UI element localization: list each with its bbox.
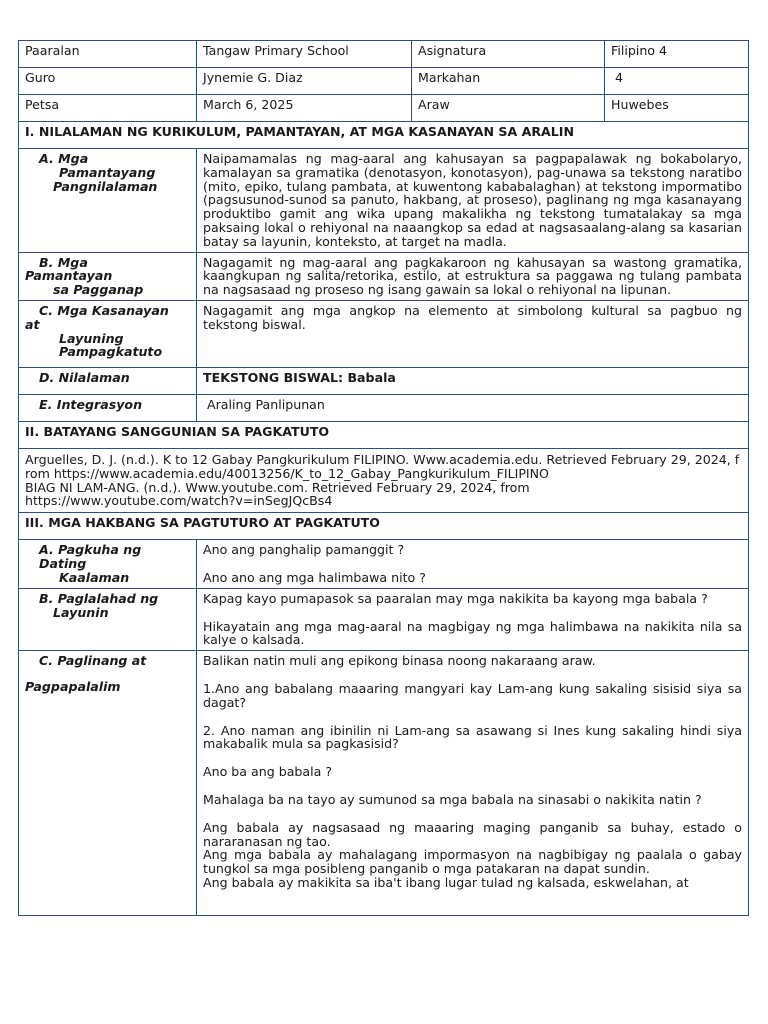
label-line: A. Mga	[39, 151, 89, 166]
label-line: Layuning	[59, 330, 124, 346]
label-line: B. Mga	[39, 254, 88, 270]
pamantayang-pangnilalaman-row	[19, 149, 749, 253]
paragraph: Ang babala ay makikita sa iba't ibang lugar tulad ng kalsada, eskwelahan, at	[203, 874, 689, 890]
label-line: Pamantayan	[25, 268, 113, 284]
pamantayan-pagganap-row	[19, 252, 749, 300]
row-content: Nagagamit ang mga angkop na elemento at simbolong kultural sa pagbuo ng tekstong biswal.	[197, 300, 749, 367]
lesson-plan-table	[18, 40, 749, 916]
paragraph: Ano ba ang babala ?	[203, 764, 333, 780]
references-cell	[19, 448, 749, 512]
info-label: Guro	[19, 68, 197, 95]
row-label	[19, 588, 197, 650]
info-label: Petsa	[19, 95, 197, 122]
section-2-title: II. BATAYANG SANGGUNIAN SA PAGKATUTO	[19, 421, 749, 448]
paragraph: 1.Ano ang babalang maaaring mangyari kay Lam-ang kung sakaling sisisid siya sa dagat?	[203, 680, 742, 710]
info-label: Asignatura	[412, 41, 605, 68]
integrasyon-row	[19, 394, 749, 421]
paragraph: Mahalaga ba na tayo ay sumunod sa mga babala na sinasabi o nakikita natin ?	[203, 791, 702, 807]
paragraph: Balikan natin muli ang epikong binasa noong nakaraang araw.	[203, 653, 596, 669]
paglinang-pagpapalalim-row	[19, 651, 749, 916]
section-heading	[19, 421, 749, 448]
info-value: Huwebes	[605, 95, 749, 122]
row-content: Araling Panlipunan	[197, 394, 749, 421]
kasanayan-row	[19, 300, 749, 367]
info-value: Jynemie G. Diaz	[197, 68, 412, 95]
label-line: Pagpapalalim	[25, 678, 121, 694]
nilalaman-row	[19, 367, 749, 394]
info-row-petsa	[19, 95, 749, 122]
label-line: at	[25, 316, 40, 332]
label-line: C. Paglinang at	[39, 653, 147, 669]
label-line: Pangnilalaman	[53, 178, 158, 194]
pagkuha-dating-kaalaman-row	[19, 540, 749, 589]
row-label	[19, 367, 197, 394]
label-line: A. Pagkuha ng	[39, 542, 142, 558]
info-label: Markahan	[412, 68, 605, 95]
info-value: Filipino 4	[605, 41, 749, 68]
label-line: E. Integrasyon	[39, 396, 143, 412]
label-line: Dating	[39, 555, 87, 571]
row-content: Nagagamit ng mag-aaral ang pagkakaroon ng kahusayan sa wastong gramatika, kaangkupan ng salita/retorika, estilo, at estruktura sa paggawa ng tulang pambata na nagsasaad ng proseso ng isang gawain sa lokal o rehiyonal na lipunan.	[197, 252, 749, 300]
row-label	[19, 300, 197, 367]
row-label	[19, 252, 197, 300]
label-line: C. Mga Kasanayan	[39, 302, 169, 318]
info-row-paaralan	[19, 41, 749, 68]
row-label	[19, 540, 197, 589]
info-label: Paaralan	[19, 41, 197, 68]
info-row-guro	[19, 68, 749, 95]
reference-1: Arguelles, D. J. (n.d.). K to 12 Gabay Pangkurikulum FILIPINO. Www.academia.edu. Retrieved February 29, 2024, from https://www.academia.edu/40013256/K_to_12_Gabay_Pangkurikulum_FILIPINO	[25, 451, 740, 481]
info-value: 4	[605, 68, 749, 95]
section-3-title: III. MGA HAKBANG SA PAGTUTURO AT PAGKATUTO	[19, 513, 749, 540]
info-value: Tangaw Primary School	[197, 41, 412, 68]
paglalahad-layunin-row	[19, 588, 749, 650]
row-content	[197, 588, 749, 650]
label-line: D. Nilalaman	[39, 369, 130, 385]
row-label	[19, 394, 197, 421]
label-line: sa Pagganap	[53, 282, 144, 298]
section-1-title: I. NILALAMAN NG KURIKULUM, PAMANTAYAN, AT MGA KASANAYAN SA ARALIN	[19, 122, 749, 149]
row-label	[19, 149, 197, 253]
label-line: Pamantayang	[59, 164, 156, 180]
references-row	[19, 448, 749, 512]
paragraph: Ano ano ang mga halimbawa nito ?	[203, 569, 426, 585]
row-content	[197, 651, 749, 916]
section-heading	[19, 513, 749, 540]
info-value: March 6, 2025	[197, 95, 412, 122]
section-heading	[19, 122, 749, 149]
row-label	[19, 651, 197, 916]
row-content: Naipamamalas ng mag-aaral ang kahusayan sa pagpapalawak ng bokabolaryo, kamalayan sa gramatika (denotasyon, konotasyon), pag-unawa sa tekstong naratibo (mito, epiko, tulang pambata, at kuwentong kababalaghan) at tekstong impormatibo (pagsusunod-sunod sa panuto, hakbang, at proseso), paglinang ng mga kasanayang produktibo gamit ang wika upang makalikha ng tekstong tumatalakay sa mga paksaing lokal o rehiyonal na naaangkop sa edad at nagsasaalang-alang sa kasarian batay sa layunin, konteksto, at target na madla.	[197, 149, 749, 253]
paragraph: Ang mga babala ay mahalagang impormasyon na nagbibigay ng paalala o gabay tungkol sa mga posibleng panganib o mga patakaran na dapat sundin.	[203, 847, 742, 877]
label-line: Pampagkatuto	[59, 344, 163, 360]
paragraph: Kapag kayo pumapasok sa paaralan may mga nakikita ba kayong mga babala ?	[203, 590, 708, 606]
paragraph: 2. Ano naman ang ibinilin ni Lam-ang sa asawang si Ines kung sakaling hindi siya makabalik mula sa pagkasisid?	[203, 722, 742, 752]
row-content: TEKSTONG BISWAL: Babala	[197, 367, 749, 394]
paragraph: Hikayatain ang mga mag-aaral na magbigay ng mga halimbawa na nakikita nila sa kalye o kalsada.	[203, 618, 742, 648]
label-line: Layunin	[53, 604, 109, 620]
label-line: B. Paglalahad ng	[39, 590, 159, 606]
reference-2: BIAG NI LAM-ANG. (n.d.). Www.youtube.com. Retrieved February 29, 2024, from https://www.youtube.com/watch?v=inSegJQcBs4	[25, 479, 530, 509]
row-content	[197, 540, 749, 589]
paragraph: Ang babala ay nagsasaad ng maaaring maging panganib sa buhay, estado o nararanasan ng tao.	[203, 819, 742, 849]
label-line: Kaalaman	[59, 569, 130, 585]
info-label: Araw	[412, 95, 605, 122]
paragraph: Ano ang panghalip pamanggit ?	[203, 542, 405, 558]
